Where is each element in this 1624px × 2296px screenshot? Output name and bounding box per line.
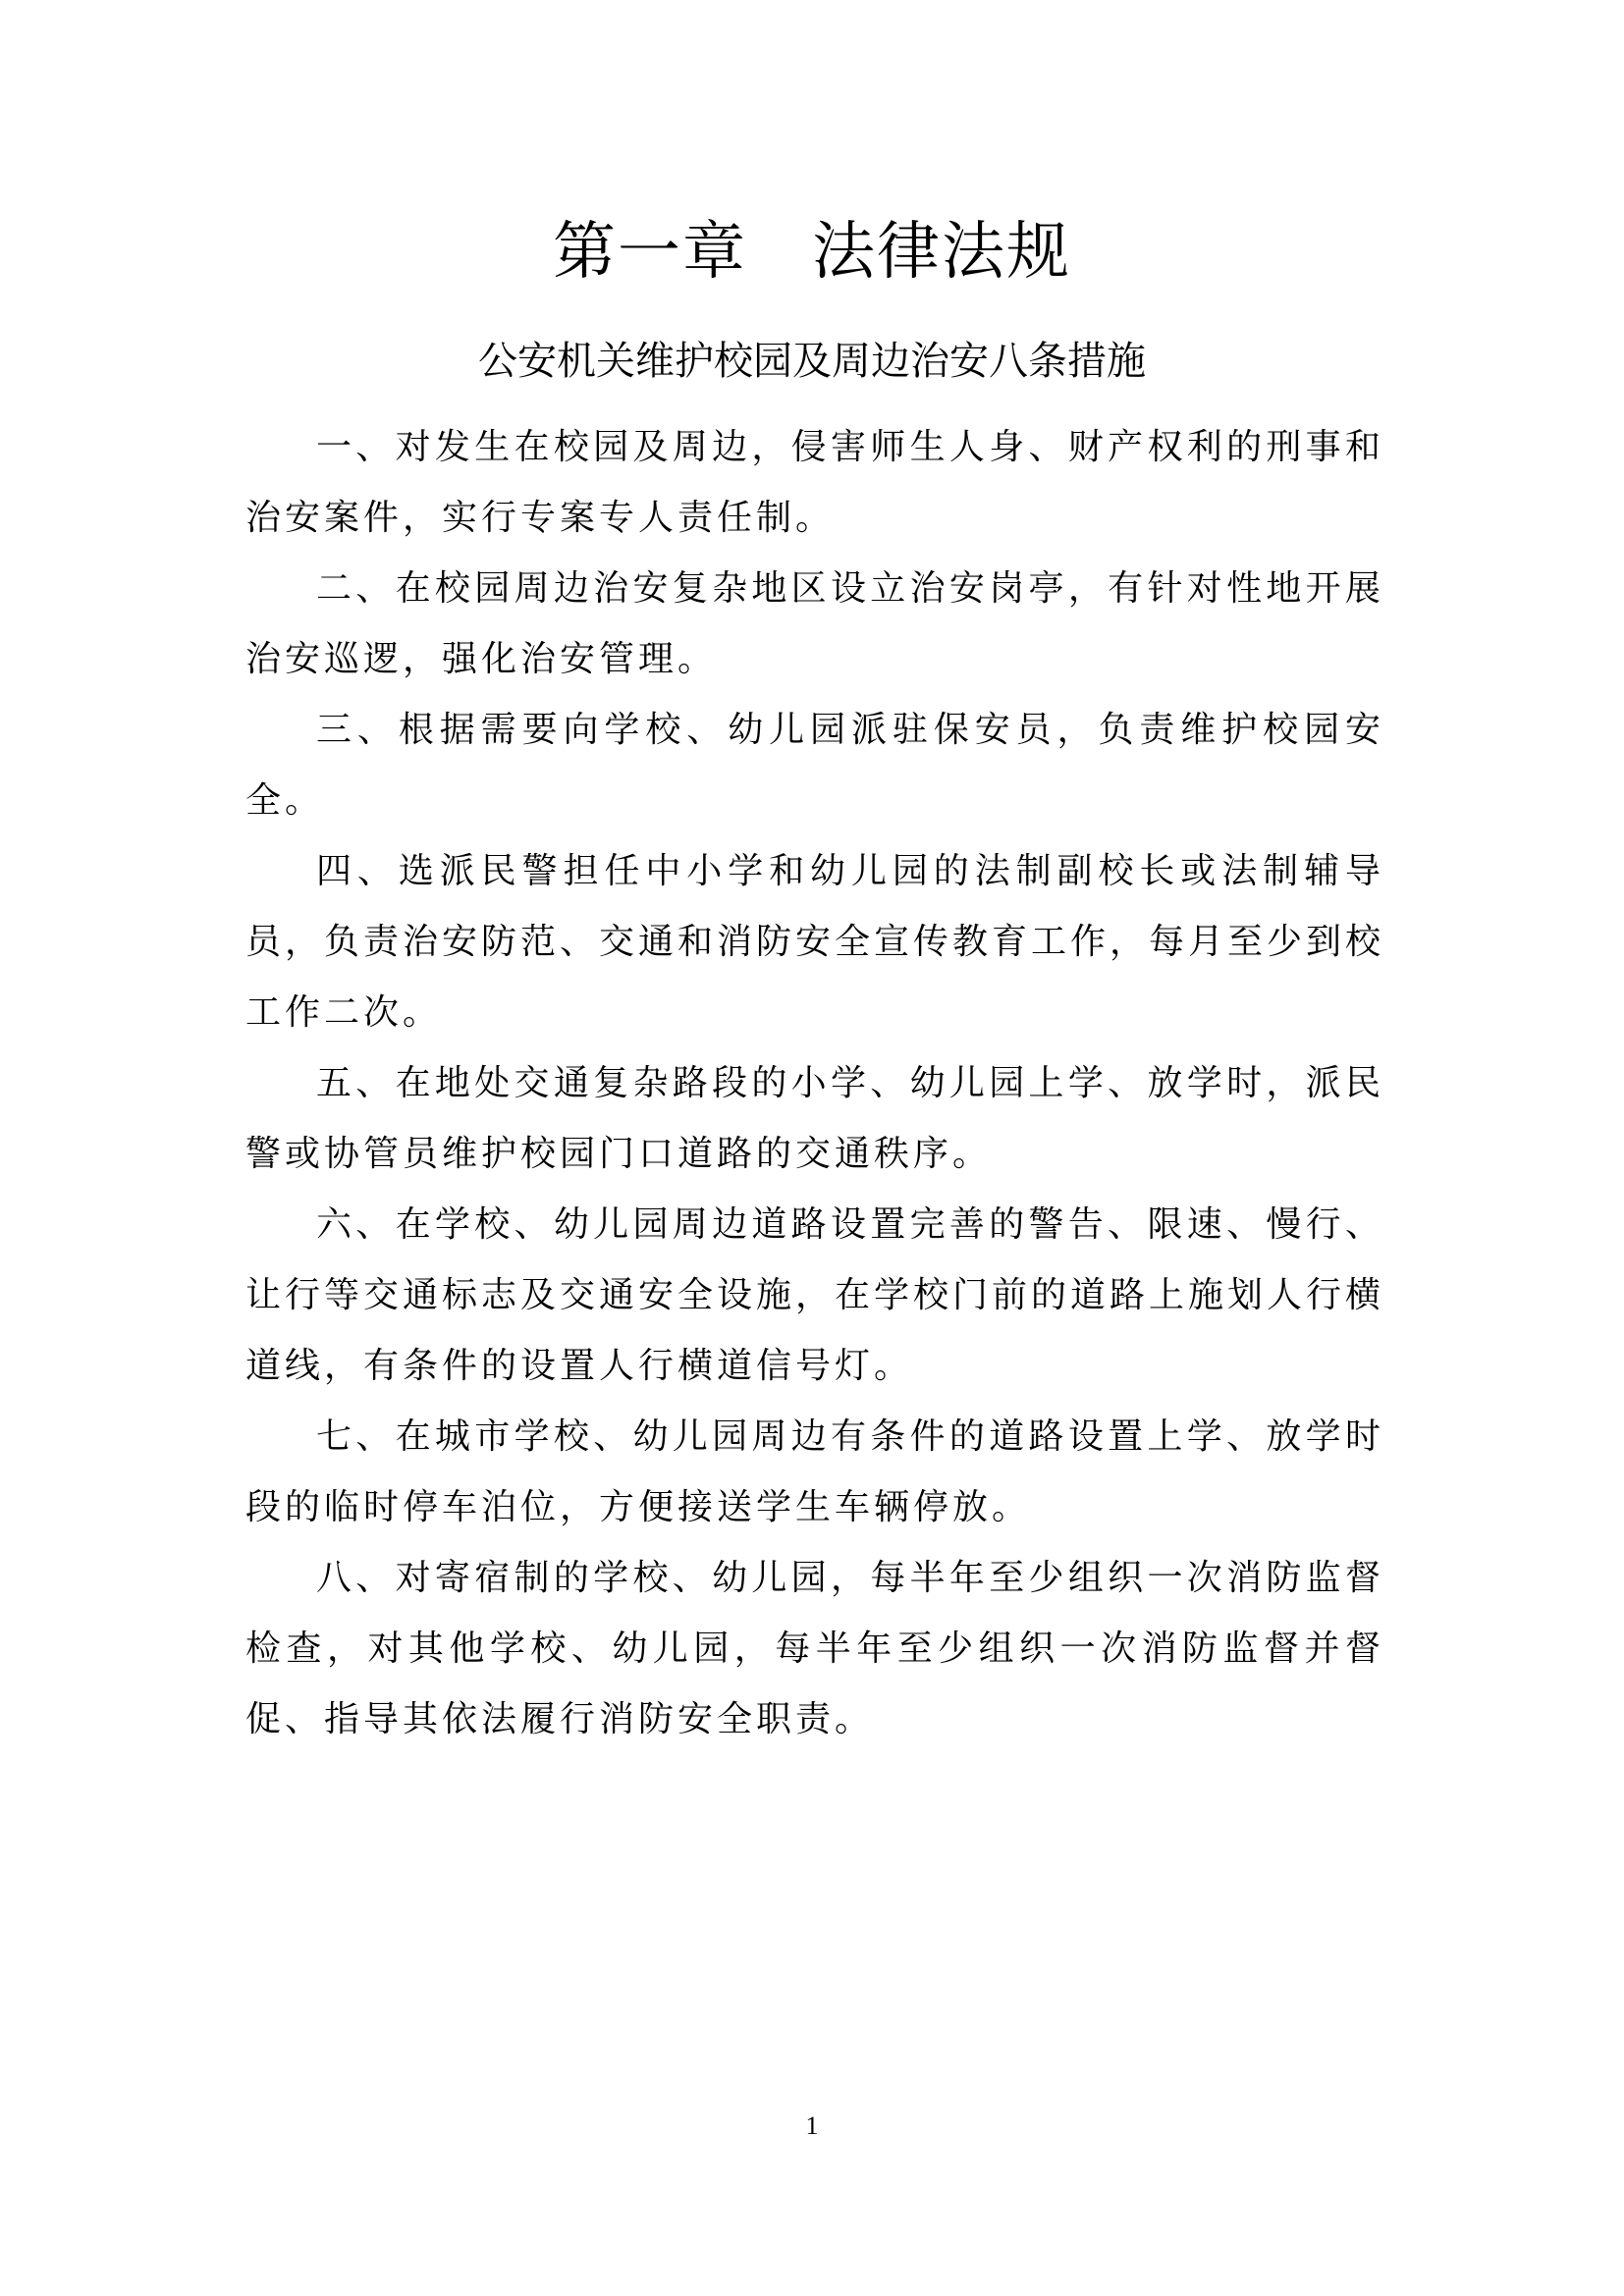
section-title: 公安机关维护校园及周边治安八条措施 [478, 339, 1146, 384]
paragraph-measure-8: 八、对寄宿制的学校、幼儿园，每半年至少组织一次消防监督检查，对其他学校、幼儿园，每半年至少组织一次消防监督并督促、指导其依法履行消防安全职责。 [245, 1558, 1384, 1739]
paragraph-measure-6: 六、在学校、幼儿园周边道路设置完善的警告、限速、慢行、让行等交通标志及交通安全设施，在学校门前的道路上施划人行横道线，有条件的设置人行横道信号灯。 [245, 1204, 1385, 1386]
paragraph-measure-5: 五、在地处交通复杂路段的小学、幼儿园上学、放学时，派民警或协管员维护校园门口道路的交通秩序。 [245, 1063, 1384, 1174]
document-body [245, 412, 1384, 1755]
paragraph-measure-4: 四、选派民警担任中小学和幼儿园的法制副校长或法制辅导员，负责治安防范、交通和消防安全宣传教育工作，每月至少到校工作二次。 [245, 851, 1385, 1033]
page-number: 1 [805, 2111, 819, 2140]
paragraph-measure-3: 三、根据需要向学校、幼儿园派驻保安员，负责维护校园安全。 [245, 710, 1384, 821]
chapter-title: 第一章 法律法规 [553, 216, 1071, 289]
paragraph-measure-2: 二、在校园周边治安复杂地区设立治安岗亭，有针对性地开展治安巡逻，强化治安管理。 [245, 568, 1384, 679]
paragraph-measure-7: 七、在城市学校、幼儿园周边有条件的道路设置上学、放学时段的临时停车泊位，方便接送学生车辆停放。 [245, 1416, 1384, 1527]
paragraph-measure-1: 一、对发生在校园及周边，侵害师生人身、财产权利的刑事和治安案件，实行专案专人责任制。 [245, 427, 1384, 538]
